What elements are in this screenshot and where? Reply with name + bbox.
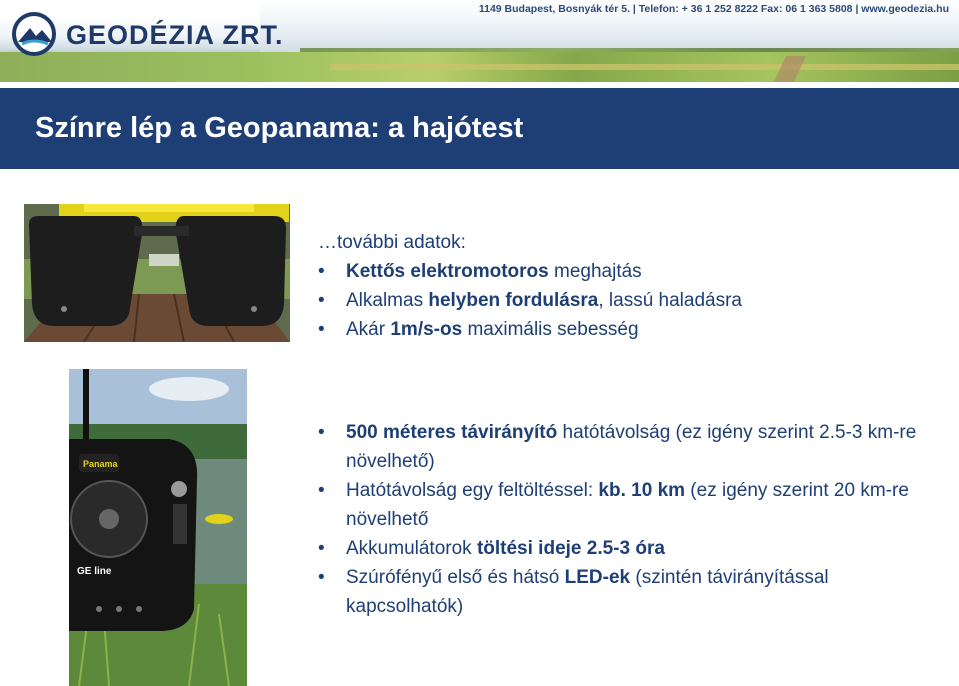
banner-crop-strip <box>330 64 959 70</box>
boat-hull-photo <box>24 204 290 342</box>
list-item: • Alkalmas helyben fordulásra, lassú haladásra <box>318 286 918 315</box>
list-item: • Kettős elektromotoros meghajtás <box>318 257 918 286</box>
remote-control-image <box>69 369 247 686</box>
remote-logo-label: GE line <box>77 566 112 577</box>
list-item: • Hatótávolság egy feltöltéssel: kb. 10 km (ez igény szerint 20 km-re növelhető <box>318 476 918 534</box>
page-title: Színre lép a Geopanama: a hajótest <box>35 112 524 144</box>
list-item: • Szúrófényű első és hátsó LED-ek (szintén távirányítással kapcsolhatók) <box>318 563 918 621</box>
brand-name: GEODÉZIA ZRT. <box>66 20 284 50</box>
section-further-data <box>318 232 918 344</box>
list-item: • Akár 1m/s-os maximális sebesség <box>318 315 918 344</box>
remote-control-photo <box>69 369 247 686</box>
contact-info: 1149 Budapest, Bosnyák tér 5. | Telefon: + 36 1 252 8222 Fax: 06 1 363 5808 | www.geodezia.hu <box>478 3 949 15</box>
feature-list-2 <box>318 418 918 621</box>
company-logo-icon <box>12 12 56 56</box>
list-item: • 500 méteres távirányító hatótávolság (ez igény szerint 2.5-3 km-re növelhető) <box>318 418 918 476</box>
section-heading: …további adatok: <box>318 232 466 253</box>
header-banner <box>0 0 959 82</box>
remote-brand-label: Panama <box>83 459 118 469</box>
boat-hull-image <box>24 204 290 342</box>
title-bar <box>0 88 959 169</box>
section-remote-battery <box>318 418 918 621</box>
feature-list-1 <box>318 257 918 344</box>
list-item: • Akkumulátorok töltési ideje 2.5-3 óra <box>318 534 918 563</box>
